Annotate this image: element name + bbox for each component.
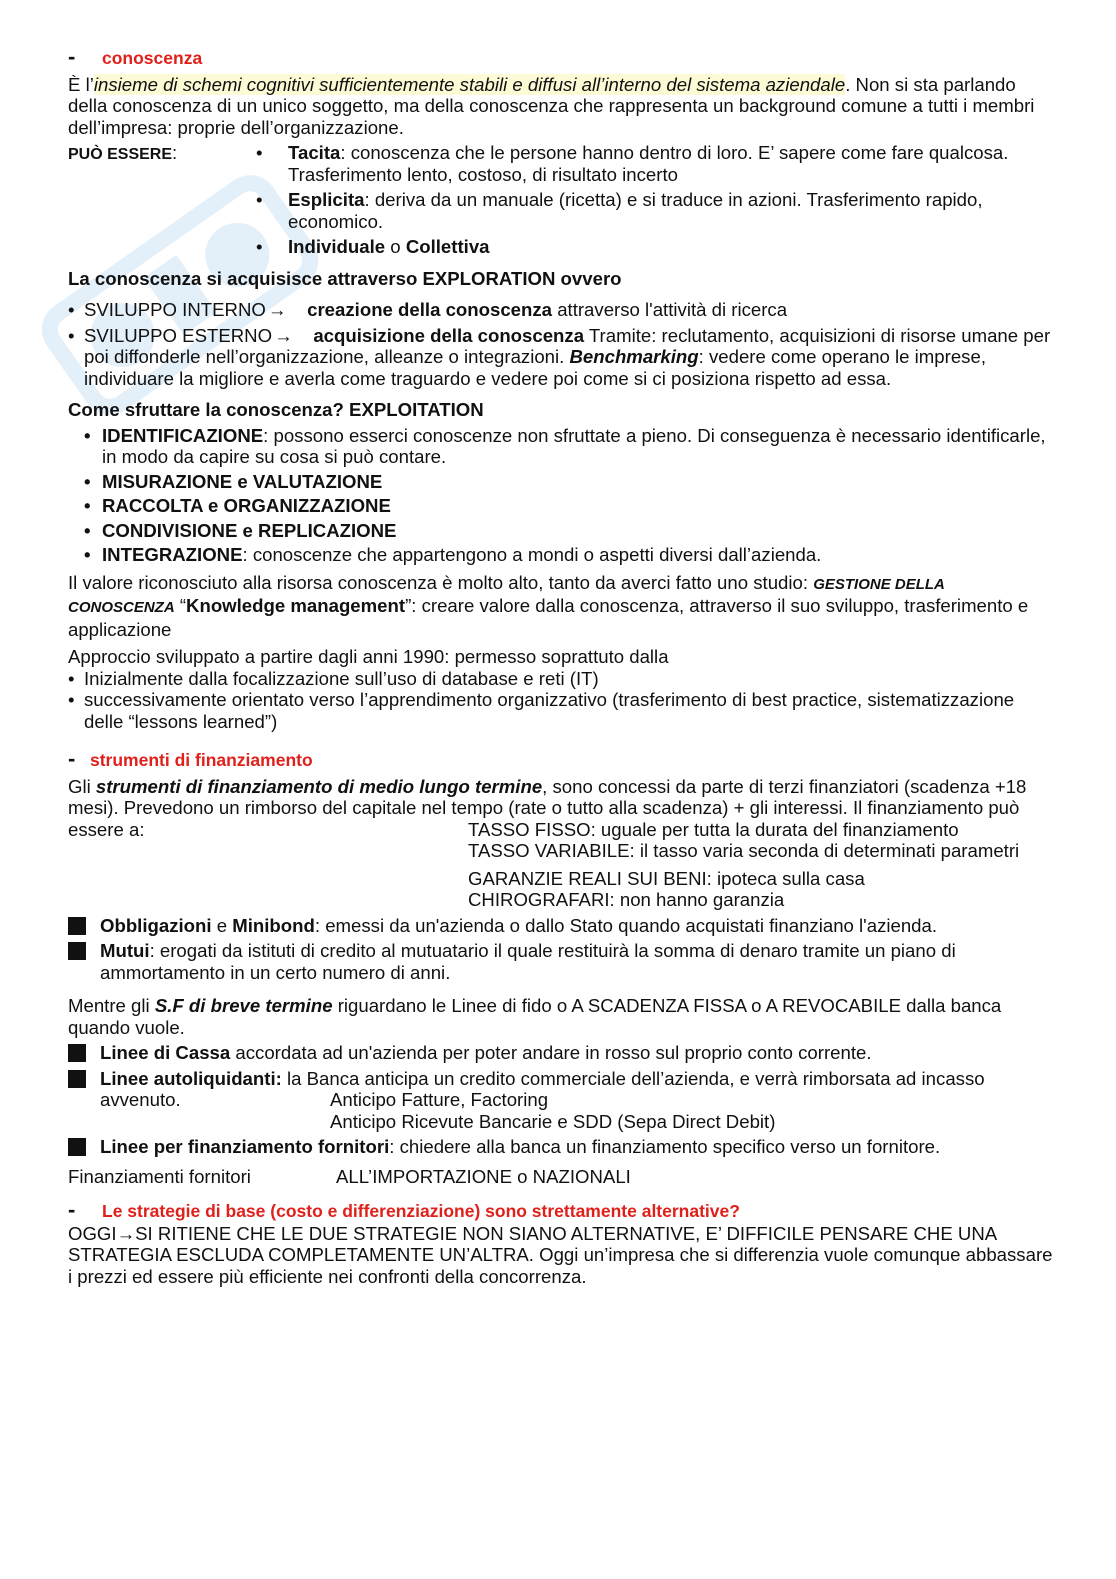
list-item: • Inizialmente dalla focalizzazione sull’uso di database e reti (IT): [68, 667, 599, 689]
sub-item: Anticipo Fatture, Factoring: [330, 1089, 549, 1110]
list-item: • IDENTIFICAZIONE: possono esserci conoscenze non sfruttate a pieno. Di conseguenza è necessario identificarle, in modo da capire su cosa si può contare.: [84, 424, 1046, 467]
paragraph: Gli strumenti di finanziamento di medio lungo termine, sono concessi da parte di terzi finanziatori (scadenza +18 mesi). Prevedono un rimborso del capitale nel tempo (rate o tutto alla scadenza) + gli interessi. Il finanziamento può essere a:: [68, 775, 1027, 840]
paragraph: Approccio sviluppato a partire dagli anni 1990: permesso soprattuto dalla: [68, 646, 669, 667]
exploitation-list: [68, 425, 1053, 566]
list-item: • SVILUPPO ESTERNO → acquisizione della conoscenza Tramite: reclutamento, acquisizioni di risorse umane per poi diffonderle nell’organizzazione, alleanze o integrazioni. Benchmarking: vedere come operano le imprese, individuare la migliore e averla come traguardo e vedere poi come si ci posiziona rispetto ad essa.: [68, 324, 1051, 389]
list-item: Obbligazioni e Minibond: emessi da un'azienda o dallo Stato quando acquistati finanziano l'azienda.: [68, 915, 1053, 937]
list-item: • Tacita: conoscenza che le persone hanno dentro di loro. E’ sapere come fare qualcosa. Trasferimento lento, costoso, di risultato incerto: [256, 142, 1009, 185]
arrow-icon: →: [116, 1222, 136, 1244]
list-item: Linee di Cassa accordata ad un'azienda per poter andare in rosso sul proprio conto corrente.: [68, 1042, 1053, 1064]
bullet: •: [256, 189, 263, 210]
arrow-icon: →: [274, 324, 293, 346]
section-dash: -: [68, 44, 76, 69]
paragraph: OGGI→SI RITIENE CHE LE DUE STRATEGIE NON SIANO ALTERNATIVE, E’ DIFFICILE PENSARE CHE UNA STRATEGIA ESCLUDA COMPLETAMENTE UN’ALTRA. Oggi un’impresa che si differenzia vuole comunque abbassare i prezzi ed essere più efficiente nei confronti della concorrenza.: [68, 1222, 1053, 1287]
autoliquidating-types: [68, 1089, 1053, 1133]
subheading: La conoscenza si acquisisce attraverso EXPLORATION ovvero: [68, 267, 622, 289]
list-item: • SVILUPPO INTERNO → creazione della conoscenza attraverso l'attività di ricerca: [68, 299, 788, 320]
section-title: strumenti di finanziamento: [90, 750, 313, 770]
bullet: •: [256, 236, 263, 257]
section-dash: -: [68, 1197, 76, 1222]
list-item: • MISURAZIONE e VALUTAZIONE: [84, 470, 383, 492]
paragraph: È l’insieme di schemi cognitivi sufficientemente stabili e diffusi all’interno del sistema aziendale. Non si sta parlando della conoscenza di un unico soggetto, ma della conoscenza che rappresenta un background comune a tutti i membri dell’impresa: proprie dell’organizzazione.: [68, 73, 1035, 138]
list-item: • Individuale o Collettiva: [256, 236, 490, 257]
list-item: • Esplicita: deriva da un manuale (ricetta) e si traduce in azioni. Trasferimento rapido, economico.: [256, 189, 983, 232]
sub-item: Anticipo Ricevute Bancarie e SDD (Sepa Direct Debit): [330, 1110, 776, 1132]
section-heading: [68, 46, 1053, 70]
square-bullet-icon: [68, 1044, 86, 1062]
list-item: • successivamente orientato verso l’apprendimento organizzativo (trasferimento di best practice, sistematizzazione delle “lessons learned”): [68, 689, 1015, 732]
square-bullet-icon: [68, 1138, 86, 1156]
list-item: • RACCOLTA e ORGANIZZAZIONE: [84, 495, 391, 516]
rate-item: TASSO FISSO: uguale per tutta la durata del finanziamento: [468, 818, 959, 840]
list-item: Linee autoliquidanti: la Banca anticipa un credito commerciale dell’azienda, e verrà rimborsata ad incasso avvenuto.: [68, 1068, 1053, 1111]
square-bullet-icon: [68, 942, 86, 960]
list-item: Linee per finanziamento fornitori: chiedere alla banca un finanziamento specifico verso un fornitore.: [68, 1136, 1053, 1158]
rate-item: TASSO VARIABILE: il tasso varia seconda di determinati parametri: [468, 840, 1020, 861]
square-bullet-icon: [68, 917, 86, 935]
knowledge-types: PUÒ ESSERE: • Tacita: conoscenza che le persone hanno dentro di loro. E’ sapere come fare qualcosa. Trasferimento lento, costoso, di risultato incerto • Esplicita: deriva da un manuale (ricetta) e si traduce in azioni. Trasferimento rapido, economico. • Individuale o Collettiva: [68, 142, 1053, 258]
label: PUÒ ESSERE: [68, 146, 173, 163]
square-bullet-icon: [68, 1070, 86, 1088]
subheading: Come sfruttare la conoscenza? EXPLOITATION: [68, 399, 484, 420]
bullet: •: [256, 142, 263, 163]
guarantee-item: CHIROGRAFARI: non hanno garanzia: [468, 889, 785, 910]
section-title: Le strategie di base (costo e differenziazione) sono strettamente alternative?: [102, 1201, 740, 1221]
section-heading: [68, 1199, 1053, 1223]
list-item: • INTEGRAZIONE: conoscenze che appartengono a mondi o aspetti diversi dall’azienda.: [84, 544, 822, 565]
section-heading: [68, 748, 1053, 772]
supplier-financing-row: Finanziamenti fornitori ALL’IMPORTAZIONE o NAZIONALI: [68, 1165, 631, 1187]
section-title: conoscenza: [102, 48, 203, 68]
list-item: • CONDIVISIONE e REPLICAZIONE: [84, 519, 397, 541]
arrow-icon: →: [267, 299, 287, 320]
rate-types: [68, 818, 1053, 911]
list-item: Mutui: erogati da istituti di credito al mutuatario il quale restituirà la somma di denaro tramite un piano di ammortamento in un certo numero di anni.: [68, 940, 1053, 983]
guarantee-item: GARANZIE REALI SUI BENI: ipoteca sulla casa: [468, 867, 865, 889]
paragraph: Mentre gli S.F di breve termine riguardano le Linee di fido o A SCADENZA FISSA o A REVOCABILE dalla banca quando vuole.: [68, 995, 1002, 1038]
document-page: [68, 46, 1053, 1287]
section-dash: -: [68, 746, 76, 771]
paragraph: Il valore riconosciuto alla risorsa conoscenza è molto alto, tanto da averci fatto uno studio: GESTIONE DELLA CONOSCENZA “Knowledge management”: creare valore dalla conoscenza, attraverso il suo sviluppo, trasferimento e applicazione: [68, 571, 1029, 640]
